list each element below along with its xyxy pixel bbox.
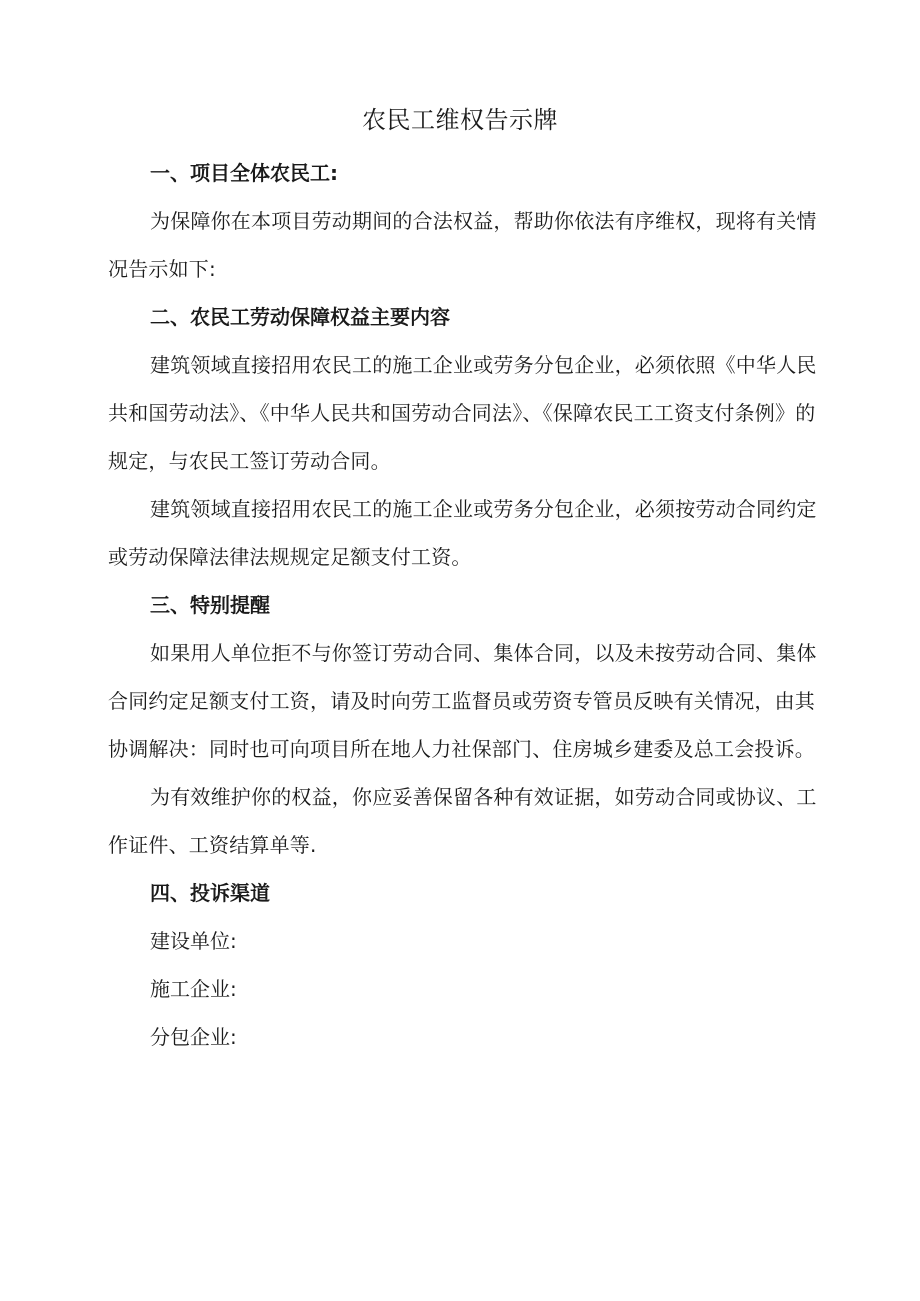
section-workers bbox=[108, 149, 824, 293]
section-paragraph: 建筑领域直接招用农民工的施工企业或劳务分包企业，必须按劳动合同约定或劳动保障法律法规规定足额支付工资。 bbox=[108, 497, 817, 569]
contractor-field: 施工企业: bbox=[150, 977, 237, 1001]
section-heading: 二、农民工劳动保障权益主要内容 bbox=[150, 305, 450, 329]
notice-content bbox=[108, 149, 824, 1061]
section-paragraph: 为保障你在本项目劳动期间的合法权益，帮助你依法有序维权，现将有关情况告示如下: bbox=[108, 209, 817, 281]
section-paragraph: 为有效维护你的权益，你应妥善保留各种有效证据，如劳动合同或协议、工作证件、工资结算单等. bbox=[108, 785, 817, 857]
page-title: 农民工维权告示牌 bbox=[362, 106, 558, 134]
section-heading: 三、特别提醒 bbox=[150, 593, 270, 617]
construction-unit-field: 建设单位: bbox=[150, 929, 237, 953]
section-paragraph: 如果用人单位拒不与你签订劳动合同、集体合同，以及未按劳动合同、集体合同约定足额支付工资，请及时向劳工监督员或劳资专管员反映有关情况，由其协调解决：同时也可向项目所在地人力社保部门、住房城乡建委及总工会投诉。 bbox=[108, 641, 817, 761]
section-paragraph: 建筑领域直接招用农民工的施工企业或劳务分包企业，必须依照《中华人民共和国劳动法》、《中华人民共和国劳动合同法》、《保障农民工工资支付条例》的规定，与农民工签订劳动合同。 bbox=[108, 353, 817, 473]
section-complaint-channels bbox=[108, 869, 824, 1061]
section-rights bbox=[108, 293, 824, 581]
section-heading: 四、投诉渠道 bbox=[150, 881, 270, 905]
subcontractor-field: 分包企业: bbox=[150, 1025, 237, 1049]
section-reminder bbox=[108, 581, 824, 869]
section-heading: 一、项目全体农民工: bbox=[150, 161, 338, 185]
